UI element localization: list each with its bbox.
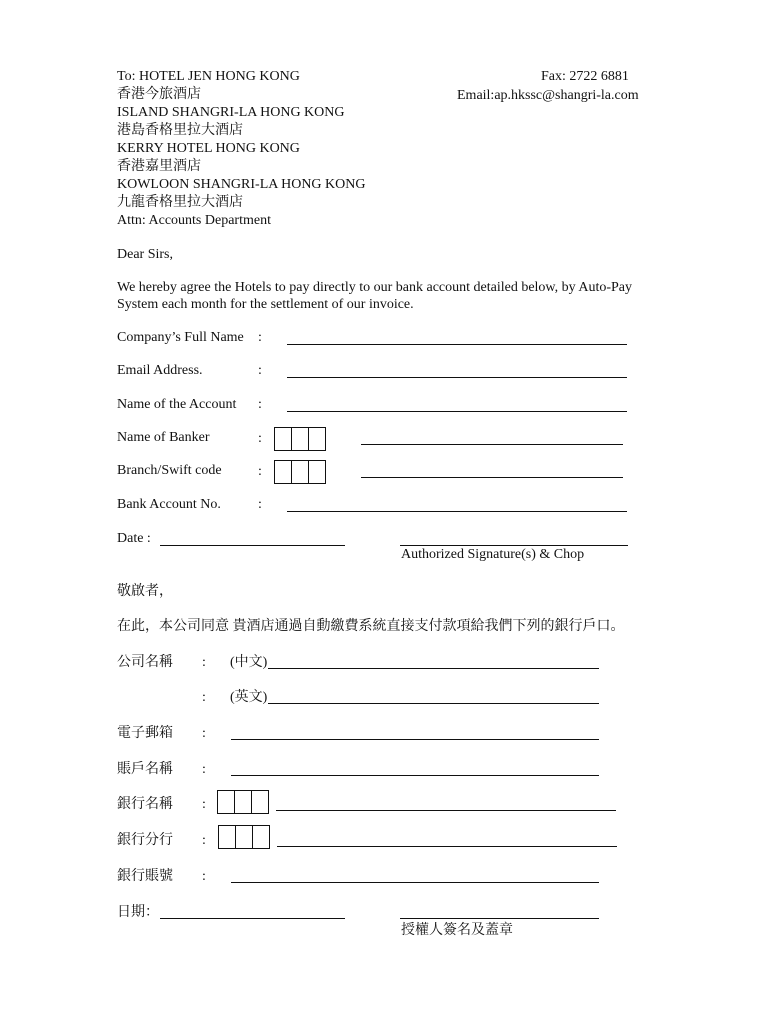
label-bank-name-cn: 銀行名稱	[117, 797, 173, 812]
account-name-line[interactable]	[287, 411, 627, 412]
colon: :	[202, 690, 206, 705]
company-en-line[interactable]	[268, 703, 599, 704]
colon: :	[258, 330, 262, 345]
label-account-no-cn: 銀行賬號	[117, 869, 173, 884]
colon: :	[202, 762, 206, 777]
label-account-name-cn: 賬戶名稱	[117, 762, 173, 777]
colon: :	[202, 726, 206, 741]
colon: :	[258, 464, 262, 479]
email-cn-line[interactable]	[231, 739, 599, 740]
label-company-cn: 公司名稱	[117, 655, 173, 670]
colon: :	[258, 431, 262, 446]
label-bank-branch-cn: 銀行分行	[117, 833, 173, 848]
colon: :	[202, 869, 206, 884]
bank-branch-cn-line[interactable]	[277, 846, 617, 847]
label-banker: Name of Banker	[117, 430, 210, 445]
recipient-line: KERRY HOTEL HONG KONG	[117, 141, 300, 156]
account-no-line[interactable]	[287, 511, 627, 512]
label-branch: Branch/Swift code	[117, 463, 222, 478]
banker-line[interactable]	[361, 444, 623, 445]
label-date-en: Date :	[117, 531, 151, 546]
salutation-en: Dear Sirs,	[117, 247, 173, 262]
label-company-name: Company’s Full Name	[117, 330, 244, 345]
recipient-line: 九龍香格里拉大酒店	[117, 195, 243, 210]
email-address: Email:ap.hkssc@shangri-la.com	[457, 88, 639, 103]
recipient-line: KOWLOON SHANGRI-LA HONG KONG	[117, 177, 366, 192]
recipient-line: 香港嘉里酒店	[117, 159, 201, 174]
account-no-cn-line[interactable]	[231, 882, 599, 883]
branch-line[interactable]	[361, 477, 623, 478]
company-name-line[interactable]	[287, 344, 627, 345]
company-cn-line[interactable]	[268, 668, 599, 669]
branch-code-boxes[interactable]	[274, 460, 325, 484]
colon: :	[258, 497, 262, 512]
account-name-cn-line[interactable]	[231, 775, 599, 776]
colon: :	[258, 363, 262, 378]
recipient-line: To: HOTEL JEN HONG KONG	[117, 69, 300, 84]
label-chinese-name: (中文)	[230, 655, 268, 670]
intro-cn: 在此，本公司同意 貴酒店通過自動繳費系統直接支付款項給我們下列的銀行戶口。	[117, 619, 625, 634]
colon: :	[202, 655, 206, 670]
colon: :	[258, 397, 262, 412]
label-account-no: Bank Account No.	[117, 497, 221, 512]
signature-label-en: Authorized Signature(s) & Chop	[401, 547, 585, 562]
attention-line: Attn: Accounts Department	[117, 213, 271, 228]
bank-name-cn-line[interactable]	[276, 810, 616, 811]
recipient-line: 香港今旅酒店	[117, 87, 201, 102]
intro-en: We hereby agree the Hotels to pay directly to our bank account detailed below, by Auto-Pay System each month for the settlement of our invoice.	[117, 280, 633, 312]
label-email: Email Address.	[117, 363, 203, 378]
colon: :	[202, 833, 206, 848]
label-english-name: (英文)	[230, 690, 268, 705]
recipient-line: 港島香格里拉大酒店	[117, 123, 243, 138]
fax-number: Fax: 2722 6881	[541, 69, 629, 84]
recipient-line: ISLAND SHANGRI-LA HONG KONG	[117, 105, 345, 120]
colon: :	[202, 797, 206, 812]
label-date-cn: 日期：	[117, 905, 159, 920]
branch-code-boxes-cn[interactable]	[218, 825, 269, 849]
date-line-cn[interactable]	[160, 918, 345, 919]
salutation-cn: 敬啟者，	[117, 584, 173, 599]
label-email-cn: 電子郵箱	[117, 726, 173, 741]
date-line-en[interactable]	[160, 545, 345, 546]
signature-line-cn[interactable]	[400, 918, 599, 919]
email-line[interactable]	[287, 377, 627, 378]
signature-label-cn: 授權人簽名及蓋章	[401, 923, 513, 938]
bank-code-boxes-cn[interactable]	[217, 790, 268, 814]
label-account-name: Name of the Account	[117, 397, 237, 412]
bank-code-boxes[interactable]	[274, 427, 325, 451]
